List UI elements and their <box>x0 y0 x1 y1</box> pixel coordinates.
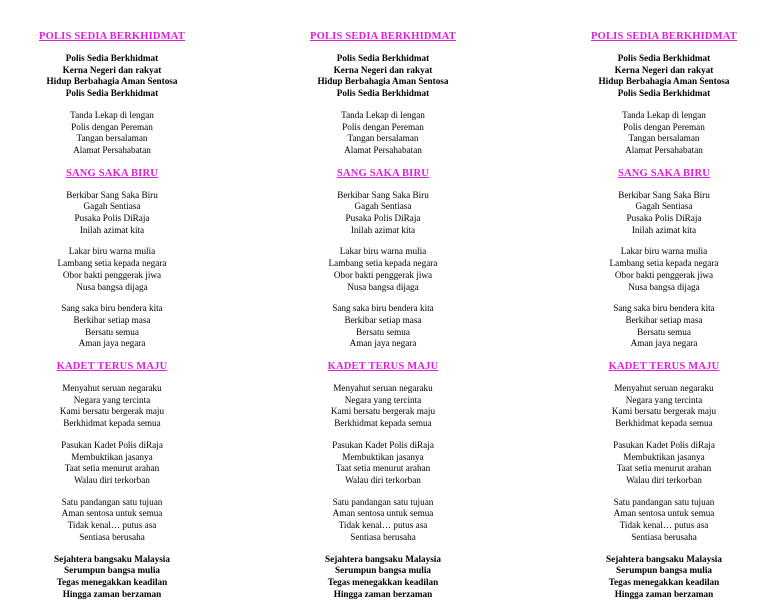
lyric-line: Berkibar setiap masa <box>625 314 703 325</box>
lyric-line: Tanda Lekap di lengan <box>341 109 425 120</box>
lyric-line: Aman jaya negara <box>630 338 698 349</box>
lyric-line: Polis Sedia Berkhidmat <box>65 53 159 63</box>
stanza <box>283 53 483 100</box>
lyric-line: Membuktikan jasanya <box>623 451 705 462</box>
lyric-line: Kami bersatu bergerak maju <box>330 406 436 417</box>
song-title: KADET TERUS MAJU <box>327 361 439 373</box>
song-title: POLIS SEDIA BERKHIDMAT <box>591 31 737 42</box>
stanza <box>283 190 483 237</box>
lyric-line: Kami bersatu bergerak maju <box>59 406 165 417</box>
lyrics-column <box>283 30 483 610</box>
lyric-line: Nusa bangsa dijaga <box>628 281 700 292</box>
lyric-line: Menyahut seruan negaraku <box>62 383 162 394</box>
lyric-line: Membuktikan jasanya <box>342 451 424 462</box>
lyric-line: Berkibar setiap masa <box>344 314 422 325</box>
lyric-line: Negara yang tercinta <box>73 394 151 405</box>
lyric-line: Nusa bangsa dijaga <box>347 281 419 292</box>
lyric-line: Menyahut seruan negaraku <box>333 383 433 394</box>
stanza <box>12 383 212 430</box>
lyric-line: Polis Sedia Berkhidmat <box>336 53 430 63</box>
lyric-line: Alamat Persahabatan <box>73 144 151 155</box>
lyric-line: Aman jaya negara <box>349 338 417 349</box>
stanza <box>283 303 483 350</box>
lyric-line: Polis dengan Pereman <box>342 121 424 132</box>
song-block <box>12 30 212 157</box>
song-title: KADET TERUS MAJU <box>608 361 720 373</box>
lyric-line: Tegas menegakkan keadilan <box>327 576 439 587</box>
lyric-line: Serumpun bangsa mulia <box>335 565 431 576</box>
lyric-line: Berkhidmat kepada semua <box>615 418 713 429</box>
lyric-line: Satu pandangan satu tujuan <box>613 496 715 507</box>
lyric-line: Polis dengan Pereman <box>71 121 153 132</box>
lyric-line: Berkibar Sang Saka Biru <box>618 189 710 200</box>
lyric-line: Sejahtera bangsaku Malaysia <box>325 553 441 564</box>
lyric-line: Satu pandangan satu tujuan <box>61 496 163 507</box>
stanza <box>12 53 212 100</box>
lyric-line: Berkibar setiap masa <box>73 314 151 325</box>
stanza <box>283 440 483 487</box>
lyric-line: Tangan bersalaman <box>347 133 419 144</box>
lyrics-column <box>564 30 764 610</box>
lyric-line: Sentiasa berusaha <box>79 531 145 542</box>
stanza <box>564 190 764 237</box>
lyric-line: Tidak kenal… putus asa <box>619 520 709 531</box>
lyric-line: Sejahtera bangsaku Malaysia <box>54 553 170 564</box>
lyric-line: Hingga zaman berzaman <box>62 588 162 599</box>
lyric-line: Polis Sedia Berkhidmat <box>617 53 711 63</box>
lyric-line: Sang saka biru bendera kita <box>613 303 715 314</box>
lyric-line: Bersatu semua <box>356 326 410 337</box>
song-block <box>564 360 764 600</box>
song-title: POLIS SEDIA BERKHIDMAT <box>310 31 456 42</box>
lyric-line: Obor bakti penggerak jiwa <box>62 269 162 280</box>
lyric-line: Inilah azimat kita <box>631 224 697 235</box>
lyric-line: Berkibar Sang Saka Biru <box>66 189 158 200</box>
stanza <box>12 497 212 544</box>
lyric-line: Tangan bersalaman <box>628 133 700 144</box>
stanza <box>283 554 483 601</box>
lyric-line: Berkibar Sang Saka Biru <box>337 189 429 200</box>
stanza <box>12 303 212 350</box>
lyric-line: Kerna Negeri dan rakyat <box>62 64 162 75</box>
lyric-line: Tanda Lekap di lengan <box>70 109 154 120</box>
lyric-line: Hingga zaman berzaman <box>333 588 433 599</box>
lyric-line: Gagah Sentiasa <box>83 201 141 212</box>
lyric-line: Kami bersatu bergerak maju <box>611 406 717 417</box>
lyric-line: Polis dengan Pereman <box>623 121 705 132</box>
stanza <box>283 497 483 544</box>
song-block <box>12 167 212 350</box>
stanza <box>12 190 212 237</box>
stanza <box>564 110 764 157</box>
stanza <box>564 554 764 601</box>
lyric-line: Hingga zaman berzaman <box>614 588 714 599</box>
stanza <box>564 246 764 293</box>
lyric-line: Polis Sedia Berkhidmat <box>617 88 711 99</box>
lyrics-column <box>12 30 212 610</box>
song-block <box>283 167 483 350</box>
song-block <box>564 30 764 157</box>
stanza <box>564 440 764 487</box>
lyric-line: Tanda Lekap di lengan <box>622 109 706 120</box>
lyric-line: Alamat Persahabatan <box>625 144 703 155</box>
stanza <box>283 383 483 430</box>
lyric-line: Pusaka Polis DiRaja <box>345 213 421 224</box>
lyric-line: Negara yang tercinta <box>625 394 703 405</box>
song-block <box>12 360 212 600</box>
lyric-line: Inilah azimat kita <box>79 224 145 235</box>
song-block <box>283 30 483 157</box>
lyric-line: Kerna Negeri dan rakyat <box>614 64 714 75</box>
lyric-line: Lambang setia kepada negara <box>609 258 719 269</box>
lyric-line: Lambang setia kepada negara <box>57 258 167 269</box>
lyric-line: Membuktikan jasanya <box>71 451 153 462</box>
lyric-line: Tidak kenal… putus asa <box>67 520 157 531</box>
lyric-line: Tegas menegakkan keadilan <box>56 576 168 587</box>
song-block <box>283 360 483 600</box>
stanza <box>12 554 212 601</box>
stanza <box>283 246 483 293</box>
lyric-line: Tangan bersalaman <box>76 133 148 144</box>
lyric-line: Inilah azimat kita <box>350 224 416 235</box>
lyric-line: Pasukan Kadet Polis diRaja <box>61 439 163 450</box>
lyric-line: Negara yang tercinta <box>344 394 422 405</box>
lyric-line: Aman jaya negara <box>78 338 146 349</box>
lyric-line: Gagah Sentiasa <box>635 201 693 212</box>
lyric-line: Serumpun bangsa mulia <box>616 565 712 576</box>
song-title: SANG SAKA BIRU <box>65 167 159 179</box>
lyric-line: Sang saka biru bendera kita <box>332 303 434 314</box>
lyric-line: Polis Sedia Berkhidmat <box>65 88 159 99</box>
stanza <box>564 303 764 350</box>
song-title: POLIS SEDIA BERKHIDMAT <box>39 31 185 42</box>
lyric-line: Lakar biru warna mulia <box>620 246 708 257</box>
lyric-line: Sang saka biru bendera kita <box>61 303 163 314</box>
lyric-line: Satu pandangan satu tujuan <box>332 496 434 507</box>
song-title: KADET TERUS MAJU <box>56 361 168 373</box>
lyric-line: Bersatu semua <box>85 326 139 337</box>
lyric-line: Hidup Berbahagia Aman Sentosa <box>317 76 449 87</box>
lyric-line: Taat setia menurut arahan <box>64 463 160 474</box>
lyric-line: Aman sentosa untuk semua <box>613 508 715 519</box>
lyric-line: Aman sentosa untuk semua <box>332 508 434 519</box>
stanza <box>12 110 212 157</box>
stanza <box>12 246 212 293</box>
lyric-line: Gagah Sentiasa <box>354 201 412 212</box>
lyric-line: Lakar biru warna mulia <box>339 246 427 257</box>
lyric-line: Pasukan Kadet Polis diRaja <box>613 439 715 450</box>
song-title: SANG SAKA BIRU <box>617 167 711 179</box>
lyric-line: Walau diri terkorban <box>74 474 150 485</box>
stanza <box>564 497 764 544</box>
lyric-line: Menyahut seruan negaraku <box>614 383 714 394</box>
lyric-line: Tidak kenal… putus asa <box>338 520 428 531</box>
lyric-line: Taat setia menurut arahan <box>616 463 712 474</box>
song-block <box>564 167 764 350</box>
lyric-line: Pasukan Kadet Polis diRaja <box>332 439 434 450</box>
song-title: SANG SAKA BIRU <box>336 167 430 179</box>
lyric-line: Berkhidmat kepada semua <box>63 418 161 429</box>
lyric-line: Hidup Berbahagia Aman Sentosa <box>46 76 178 87</box>
lyric-line: Nusa bangsa dijaga <box>76 281 148 292</box>
lyric-line: Berkhidmat kepada semua <box>334 418 432 429</box>
lyric-line: Walau diri terkorban <box>345 474 421 485</box>
lyric-line: Bersatu semua <box>637 326 691 337</box>
lyric-line: Alamat Persahabatan <box>344 144 422 155</box>
lyric-line: Pusaka Polis DiRaja <box>626 213 702 224</box>
lyric-line: Hidup Berbahagia Aman Sentosa <box>598 76 730 87</box>
lyric-line: Serumpun bangsa mulia <box>64 565 160 576</box>
lyric-line: Lakar biru warna mulia <box>68 246 156 257</box>
stanza <box>283 110 483 157</box>
lyric-line: Aman sentosa untuk semua <box>61 508 163 519</box>
lyric-line: Obor bakti penggerak jiwa <box>333 269 433 280</box>
lyric-line: Pusaka Polis DiRaja <box>74 213 150 224</box>
lyric-line: Taat setia menurut arahan <box>335 463 431 474</box>
lyric-line: Tegas menegakkan keadilan <box>608 576 720 587</box>
lyric-line: Sentiasa berusaha <box>631 531 697 542</box>
stanza <box>564 53 764 100</box>
lyric-line: Sentiasa berusaha <box>350 531 416 542</box>
lyric-line: Kerna Negeri dan rakyat <box>333 64 433 75</box>
lyric-line: Walau diri terkorban <box>626 474 702 485</box>
lyric-line: Polis Sedia Berkhidmat <box>336 88 430 99</box>
stanza <box>564 383 764 430</box>
lyric-line: Sejahtera bangsaku Malaysia <box>606 553 722 564</box>
stanza <box>12 440 212 487</box>
lyric-line: Lambang setia kepada negara <box>328 258 438 269</box>
lyric-line: Obor bakti penggerak jiwa <box>614 269 714 280</box>
